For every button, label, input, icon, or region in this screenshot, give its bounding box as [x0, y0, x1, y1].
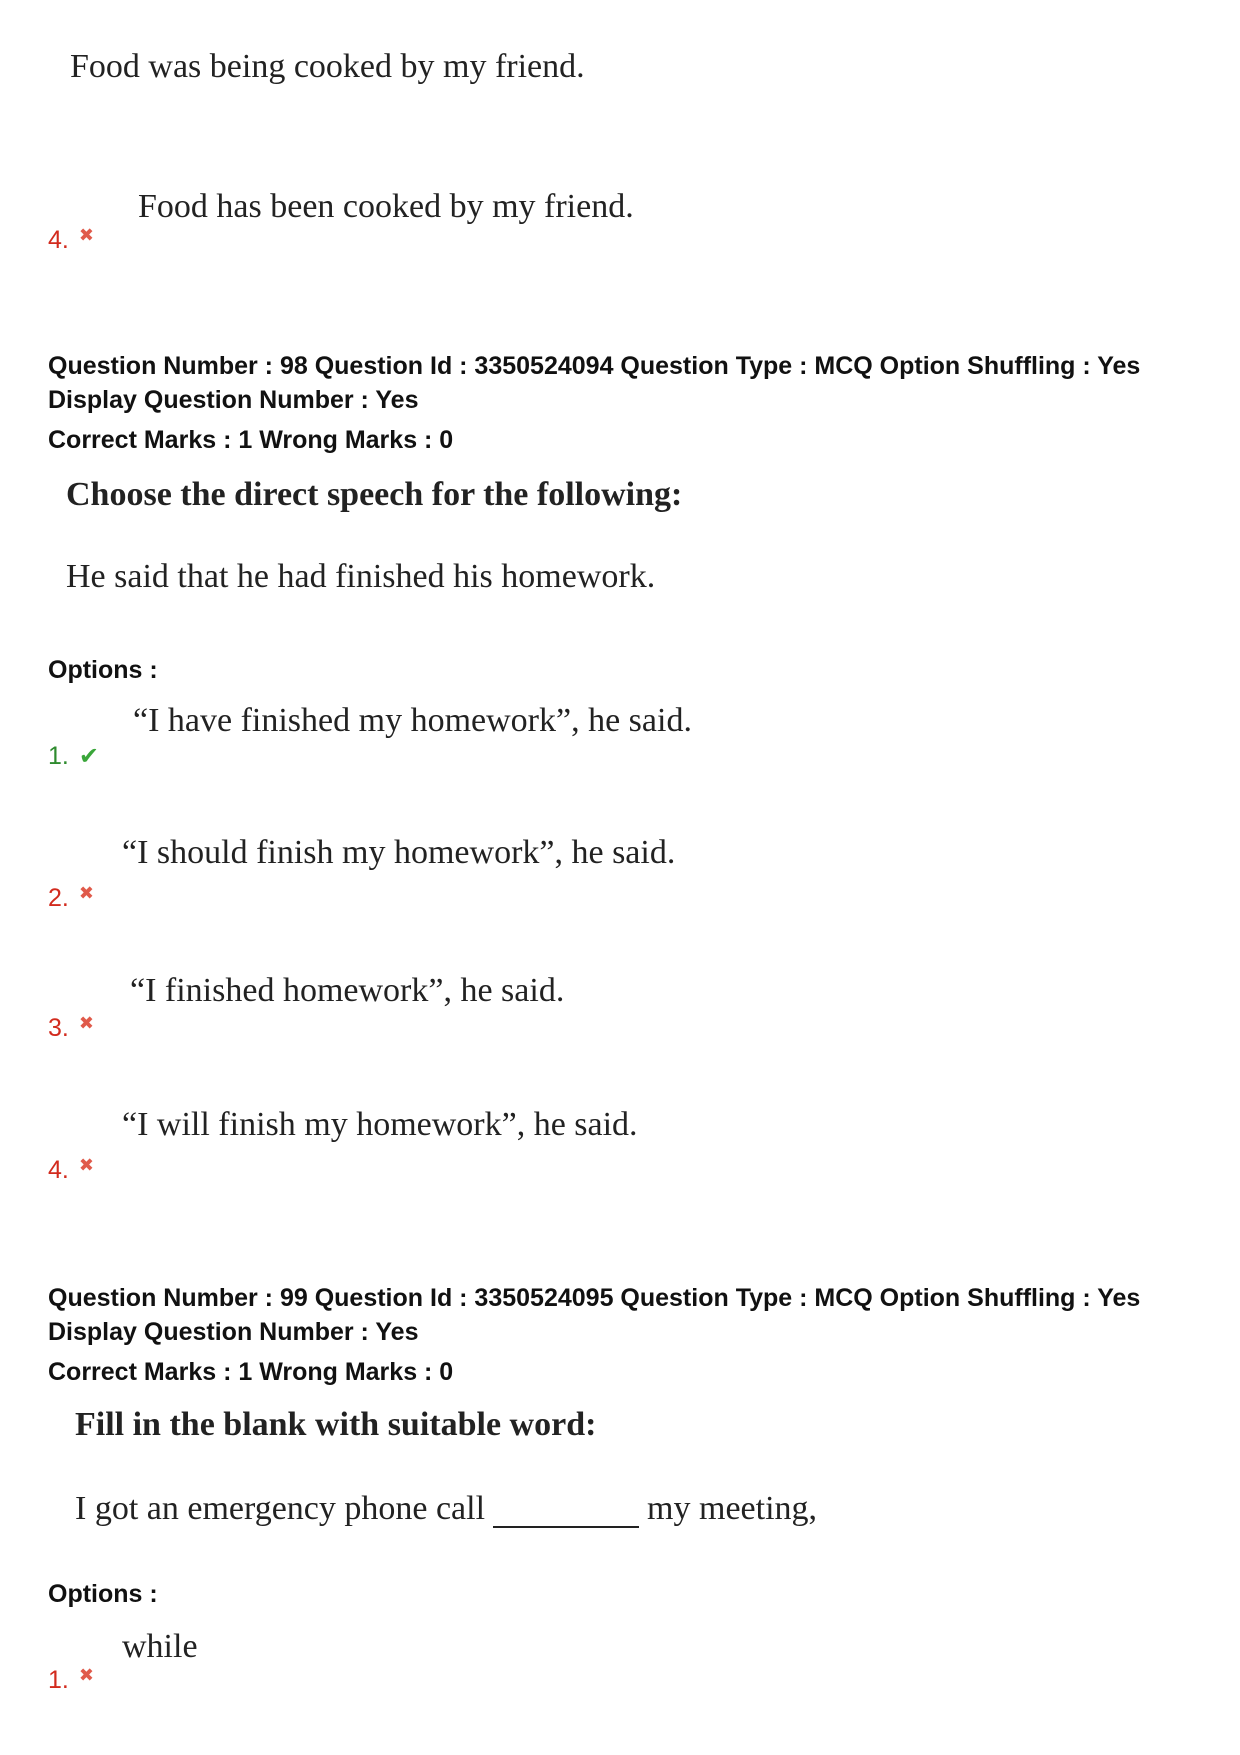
option-number: 2.	[48, 884, 69, 912]
q99-option-1-number	[48, 1666, 94, 1695]
q98-prompt: He said that he had finished his homework.	[66, 558, 656, 595]
q98-options-label: Options :	[48, 656, 158, 684]
q99-meta-line1: Question Number : 99 Question Id : 3350524095 Question Type : MCQ Option Shuffling : Yes	[48, 1284, 1141, 1312]
q99-options-label: Options :	[48, 1580, 158, 1608]
check-icon: ✔	[78, 742, 99, 770]
q98-option-2-text: “I should finish my homework”, he said.	[122, 834, 676, 871]
q98-option-1-text: “I have finished my homework”, he said.	[133, 702, 692, 739]
q98-option-4-number	[48, 1156, 94, 1185]
cross-icon: ✖	[78, 1012, 94, 1033]
option-number: 3.	[48, 1014, 69, 1042]
cross-icon: ✖	[78, 882, 94, 903]
q98-meta-line2: Display Question Number : Yes	[48, 386, 419, 414]
prompt-after-blank: my meeting,	[647, 1490, 818, 1527]
prev-option-4-text: Food has been cooked by my friend.	[138, 188, 634, 225]
q98-option-3-text: “I finished homework”, he said.	[130, 972, 565, 1009]
prev-option-4-number	[48, 226, 94, 255]
q98-meta-line3: Correct Marks : 1 Wrong Marks : 0	[48, 426, 454, 454]
option-number: 4.	[48, 1156, 69, 1184]
q98-instruction: Choose the direct speech for the following:	[66, 476, 683, 513]
prompt-before-blank: I got an emergency phone call	[75, 1490, 486, 1527]
q99-meta-line2: Display Question Number : Yes	[48, 1318, 419, 1346]
option-number: 4.	[48, 226, 69, 254]
q98-option-1-number	[48, 742, 99, 771]
cross-icon: ✖	[78, 224, 94, 245]
prev-option-3-text: Food was being cooked by my friend.	[70, 48, 585, 85]
blank-line	[493, 1488, 639, 1528]
q99-option-1-text: while	[122, 1628, 198, 1665]
q98-option-2-number	[48, 884, 94, 913]
cross-icon: ✖	[78, 1664, 94, 1685]
option-number: 1.	[48, 1666, 69, 1694]
q99-meta-line3: Correct Marks : 1 Wrong Marks : 0	[48, 1358, 454, 1386]
cross-icon: ✖	[78, 1154, 94, 1175]
q99-instruction: Fill in the blank with suitable word:	[75, 1406, 597, 1443]
q98-option-3-number	[48, 1014, 94, 1043]
option-number: 1.	[48, 742, 69, 770]
q98-option-4-text: “I will finish my homework”, he said.	[122, 1106, 638, 1143]
q99-prompt	[75, 1490, 817, 1530]
q98-meta-line1: Question Number : 98 Question Id : 3350524094 Question Type : MCQ Option Shuffling : Yes	[48, 352, 1141, 380]
